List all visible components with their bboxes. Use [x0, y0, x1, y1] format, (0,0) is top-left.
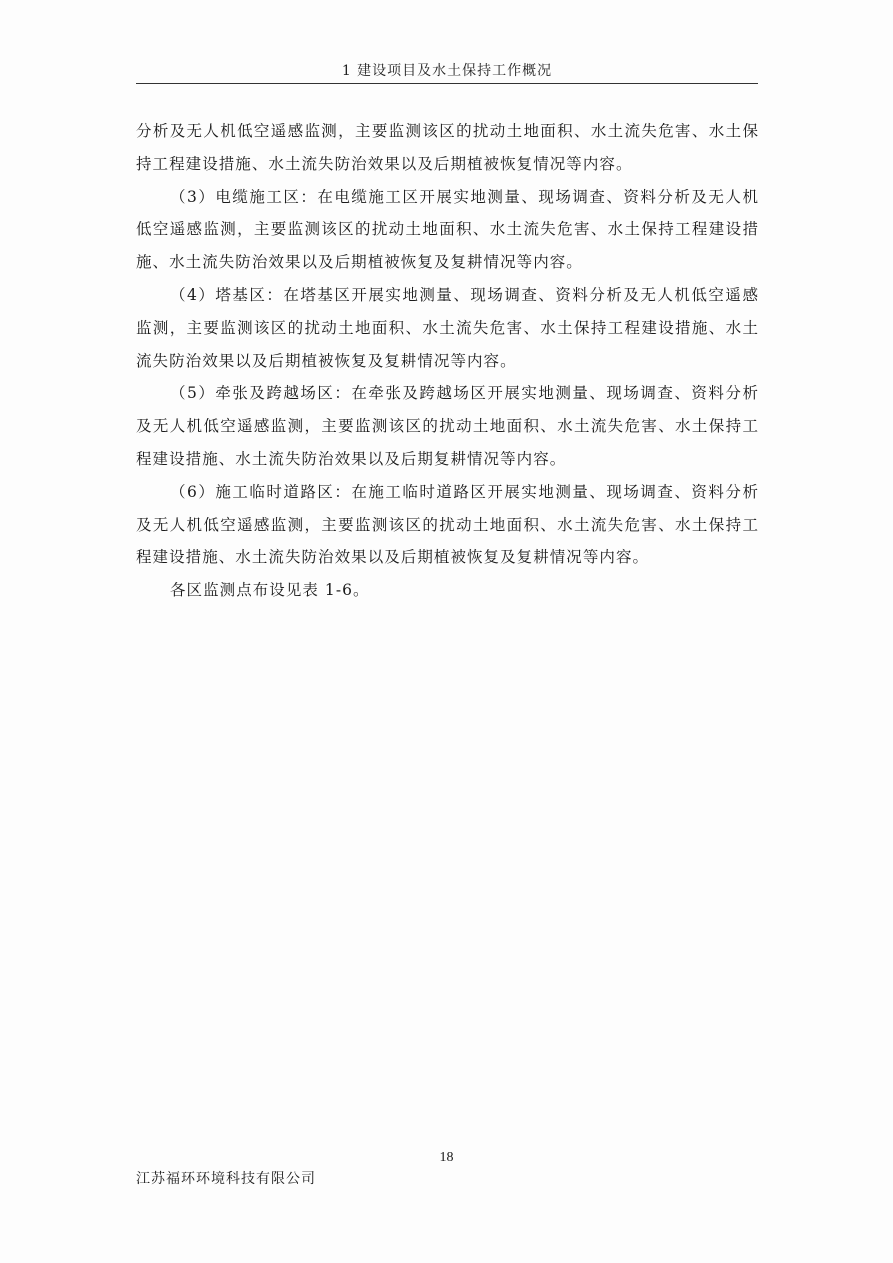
paragraph-tower-base-area: （4）塔基区：在塔基区开展实地测量、现场调查、资料分析及无人机低空遥感监测，主要监测该区的扰动土地面积、水土流失危害、水土保持工程建设措施、水土流失防治效果以及后期植被恢复及复耕情况等内容。: [136, 285, 759, 370]
footer-company-name: 江苏福环环境科技有限公司: [136, 1171, 316, 1187]
paragraph-continuation: 分析及无人机低空遥感监测，主要监测该区的扰动土地面积、水土流失危害、水土保持工程建设措施、水土流失防治效果以及后期植被恢复情况等内容。: [136, 122, 759, 173]
header-divider: [136, 83, 758, 84]
paragraph-cable-area: （3）电缆施工区：在电缆施工区开展实地测量、现场调查、资料分析及无人机低空遥感监测，主要监测该区的扰动土地面积、水土流失危害、水土保持工程建设措施、水土流失防治效果以及后期植被恢复及复耕情况等内容。: [136, 187, 759, 272]
body-text: [136, 115, 759, 607]
running-header: 1 建设项目及水土保持工作概况: [341, 63, 553, 79]
paragraph-temporary-road-area: （6）施工临时道路区：在施工临时道路区开展实地测量、现场调查、资料分析及无人机低空遥感监测，主要监测该区的扰动土地面积、水土流失危害、水土保持工程建设措施、水土流失防治效果以及后期植被恢复及复耕情况等内容。: [136, 482, 759, 567]
paragraph-table-reference: 各区监测点布设见表 1-6。: [170, 581, 370, 600]
page-number: 18: [439, 1150, 454, 1165]
paragraph-tension-crossing-area: （5）牵张及跨越场区：在牵张及跨越场区开展实地测量、现场调查、资料分析及无人机低空遥感监测，主要监测该区的扰动土地面积、水土流失危害、水土保持工程建设措施、水土流失防治效果以及后期复耕情况等内容。: [136, 384, 759, 468]
